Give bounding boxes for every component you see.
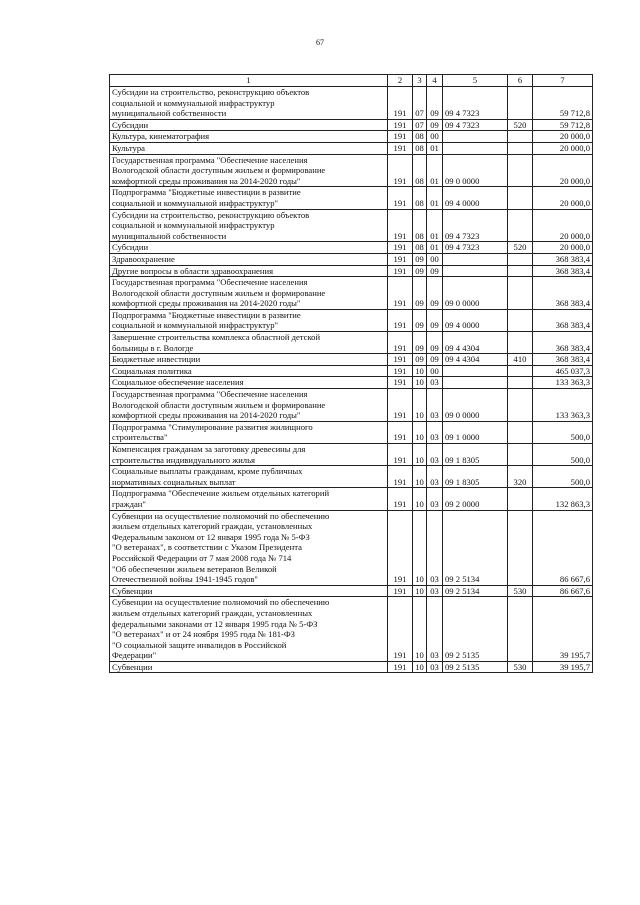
amount: 368 383,4: [533, 354, 593, 366]
subsection-code: 09: [427, 119, 443, 131]
target-article-code: 09 4 7323: [443, 87, 508, 120]
amount: 500,0: [533, 466, 593, 488]
subsection-code: 09: [427, 87, 443, 120]
expense-type-code: [508, 365, 533, 377]
table-row: [110, 488, 593, 510]
expense-type-code: 530: [508, 585, 533, 597]
expense-type-code: [508, 332, 533, 354]
row-name: Здравоохранение: [110, 253, 388, 265]
target-article-code: 09 2 5135: [443, 661, 508, 673]
expense-type-code: [508, 131, 533, 143]
amount: 20 000,0: [533, 154, 593, 187]
subsection-code: 03: [427, 585, 443, 597]
target-article-code: 09 0 0000: [443, 389, 508, 422]
amount: 368 383,4: [533, 309, 593, 331]
target-article-code: 09 0 0000: [443, 277, 508, 310]
section-code: 10: [413, 597, 427, 662]
amount: 500,0: [533, 444, 593, 466]
row-name: Подпрограмма "Бюджетные инвестиции в развитие социальной и коммунальной инфраструктур": [110, 309, 388, 331]
target-article-code: [443, 365, 508, 377]
amount: 133 363,3: [533, 389, 593, 422]
table-row: [110, 187, 593, 209]
table-row: [110, 510, 593, 585]
amount: 86 667,6: [533, 510, 593, 585]
amount: 368 383,4: [533, 277, 593, 310]
section-code: 08: [413, 209, 427, 242]
target-article-code: 09 4 4304: [443, 354, 508, 366]
target-article-code: 09 2 5135: [443, 597, 508, 662]
amount: 39 195,7: [533, 661, 593, 673]
row-name: Культура: [110, 142, 388, 154]
ministry-code: 191: [388, 354, 413, 366]
expense-type-code: [508, 309, 533, 331]
table-row: [110, 444, 593, 466]
ministry-code: 191: [388, 466, 413, 488]
row-name: Завершение строительства комплекса областной детской больницы в г. Вологде: [110, 332, 388, 354]
subsection-code: 03: [427, 421, 443, 443]
table-row: [110, 585, 593, 597]
ministry-code: 191: [388, 597, 413, 662]
ministry-code: 191: [388, 242, 413, 254]
row-name: Субсидии на строительство, реконструкцию объектов социальной и коммунальной инфраструктур муниципальной собственности: [110, 209, 388, 242]
ministry-code: 191: [388, 154, 413, 187]
expense-type-code: [508, 154, 533, 187]
table-row: [110, 597, 593, 662]
section-code: 09: [413, 253, 427, 265]
subsection-code: 09: [427, 354, 443, 366]
table-row: [110, 242, 593, 254]
amount: 20 000,0: [533, 142, 593, 154]
expense-type-code: [508, 421, 533, 443]
section-code: 10: [413, 488, 427, 510]
ministry-code: 191: [388, 332, 413, 354]
table-row: [110, 277, 593, 310]
column-number: 5: [443, 75, 508, 87]
row-name: Субвенции: [110, 585, 388, 597]
column-number: 3: [413, 75, 427, 87]
subsection-code: 03: [427, 444, 443, 466]
column-number: 4: [427, 75, 443, 87]
section-code: 08: [413, 131, 427, 143]
target-article-code: [443, 265, 508, 277]
target-article-code: 09 2 0000: [443, 488, 508, 510]
ministry-code: 191: [388, 265, 413, 277]
expense-type-code: [508, 142, 533, 154]
section-code: 10: [413, 421, 427, 443]
row-name: Субсидии на строительство, реконструкцию объектов социальной и коммунальной инфраструктур муниципальной собственности: [110, 87, 388, 120]
expense-type-code: 520: [508, 119, 533, 131]
table-row: [110, 389, 593, 422]
expense-type-code: 530: [508, 661, 533, 673]
expense-type-code: 410: [508, 354, 533, 366]
row-name: Субсидии: [110, 119, 388, 131]
amount: 368 383,4: [533, 253, 593, 265]
subsection-code: 03: [427, 597, 443, 662]
amount: 59 712,8: [533, 119, 593, 131]
section-code: 08: [413, 154, 427, 187]
amount: 132 863,3: [533, 488, 593, 510]
amount: 20 000,0: [533, 209, 593, 242]
expense-type-code: [508, 187, 533, 209]
table-row: [110, 265, 593, 277]
row-name: Подпрограмма "Стимулирование развития жилищного строительства": [110, 421, 388, 443]
ministry-code: 191: [388, 142, 413, 154]
target-article-code: 09 1 8305: [443, 466, 508, 488]
target-article-code: 09 4 7323: [443, 242, 508, 254]
section-code: 09: [413, 277, 427, 310]
subsection-code: 01: [427, 154, 443, 187]
target-article-code: [443, 377, 508, 389]
table-row: [110, 661, 593, 673]
subsection-code: 03: [427, 377, 443, 389]
ministry-code: 191: [388, 209, 413, 242]
target-article-code: 09 1 8305: [443, 444, 508, 466]
section-code: 08: [413, 187, 427, 209]
ministry-code: 191: [388, 444, 413, 466]
amount: 59 712,8: [533, 87, 593, 120]
row-name: Субвенции: [110, 661, 388, 673]
subsection-code: 01: [427, 209, 443, 242]
target-article-code: 09 0 0000: [443, 154, 508, 187]
section-code: 10: [413, 510, 427, 585]
section-code: 09: [413, 265, 427, 277]
ministry-code: 191: [388, 87, 413, 120]
row-name: Социальная политика: [110, 365, 388, 377]
expense-type-code: 320: [508, 466, 533, 488]
table-row: [110, 377, 593, 389]
target-article-code: 09 4 7323: [443, 209, 508, 242]
section-code: 09: [413, 309, 427, 331]
amount: 133 363,3: [533, 377, 593, 389]
subsection-code: 03: [427, 510, 443, 585]
target-article-code: 09 2 5134: [443, 585, 508, 597]
section-code: 07: [413, 87, 427, 120]
section-code: 09: [413, 354, 427, 366]
target-article-code: 09 4 0000: [443, 187, 508, 209]
table-body: [110, 87, 593, 673]
amount: 20 000,0: [533, 131, 593, 143]
expense-type-code: [508, 265, 533, 277]
subsection-code: 01: [427, 142, 443, 154]
subsection-code: 09: [427, 332, 443, 354]
target-article-code: [443, 131, 508, 143]
amount: 20 000,0: [533, 187, 593, 209]
amount: 20 000,0: [533, 242, 593, 254]
target-article-code: [443, 253, 508, 265]
section-code: 09: [413, 332, 427, 354]
table-row: [110, 332, 593, 354]
subsection-code: 03: [427, 466, 443, 488]
target-article-code: [443, 142, 508, 154]
section-code: 10: [413, 585, 427, 597]
expense-type-code: [508, 389, 533, 422]
table-row: [110, 131, 593, 143]
section-code: 10: [413, 377, 427, 389]
column-number-row: [110, 75, 593, 87]
row-name: Другие вопросы в области здравоохранения: [110, 265, 388, 277]
target-article-code: 09 2 5134: [443, 510, 508, 585]
table-row: [110, 87, 593, 120]
ministry-code: 191: [388, 377, 413, 389]
row-name: Субсидии: [110, 242, 388, 254]
row-name: Подпрограмма "Обеспечение жильем отдельных категорий граждан": [110, 488, 388, 510]
table-row: [110, 154, 593, 187]
amount: 465 037,3: [533, 365, 593, 377]
section-code: 10: [413, 661, 427, 673]
table-row: [110, 354, 593, 366]
row-name: Государственная программа "Обеспечение населения Вологодской области доступным жильем и формирование комфортной среды проживания на 2014-2020 годы": [110, 154, 388, 187]
ministry-code: 191: [388, 585, 413, 597]
column-number: 6: [508, 75, 533, 87]
ministry-code: 191: [388, 187, 413, 209]
row-name: Подпрограмма "Бюджетные инвестиции в развитие социальной и коммунальной инфраструктур": [110, 187, 388, 209]
expense-type-code: 520: [508, 242, 533, 254]
section-code: 07: [413, 119, 427, 131]
expense-type-code: [508, 277, 533, 310]
expense-type-code: [508, 488, 533, 510]
amount: 368 383,4: [533, 332, 593, 354]
ministry-code: 191: [388, 309, 413, 331]
subsection-code: 09: [427, 309, 443, 331]
row-name: Культура, кинематография: [110, 131, 388, 143]
ministry-code: 191: [388, 389, 413, 422]
row-name: Субвенции на осуществление полномочий по обеспечению жильем отдельных категорий граждан, установленных Федеральным законом от 12 января 1995 года № 5-ФЗ "О ветеранах", в соответствии с Указом Президента Российской Федерации от 7 мая 2008 года № 714 "Об обеспечении жильем ветеранов Великой Отечественной войны 1941-1945 годов": [110, 510, 388, 585]
section-code: 10: [413, 466, 427, 488]
expense-type-code: [508, 253, 533, 265]
ministry-code: 191: [388, 131, 413, 143]
budget-table: [109, 74, 593, 673]
subsection-code: 09: [427, 277, 443, 310]
expense-type-code: [508, 87, 533, 120]
target-article-code: 09 1 0000: [443, 421, 508, 443]
section-code: 10: [413, 365, 427, 377]
subsection-code: 00: [427, 131, 443, 143]
subsection-code: 03: [427, 661, 443, 673]
row-name: Государственная программа "Обеспечение населения Вологодской области доступным жильем и формирование комфортной среды проживания на 2014-2020 годы": [110, 389, 388, 422]
ministry-code: 191: [388, 421, 413, 443]
ministry-code: 191: [388, 253, 413, 265]
expense-type-code: [508, 444, 533, 466]
target-article-code: 09 4 4304: [443, 332, 508, 354]
table-row: [110, 142, 593, 154]
row-name: Субвенции на осуществление полномочий по обеспечению жильем отдельных категорий граждан, установленных федеральными законами от 12 января 1995 года № 5-ФЗ "О ветеранах" и от 24 ноября 1995 года № 181-ФЗ "О социальной защите инвалидов в Российской Федерации": [110, 597, 388, 662]
subsection-code: 01: [427, 242, 443, 254]
amount: 368 383,4: [533, 265, 593, 277]
table-row: [110, 421, 593, 443]
row-name: Социальное обеспечение населения: [110, 377, 388, 389]
subsection-code: 03: [427, 488, 443, 510]
row-name: Социальные выплаты гражданам, кроме публичных нормативных социальных выплат: [110, 466, 388, 488]
subsection-code: 00: [427, 365, 443, 377]
amount: 500,0: [533, 421, 593, 443]
column-number: 1: [110, 75, 388, 87]
ministry-code: 191: [388, 119, 413, 131]
amount: 39 195,7: [533, 597, 593, 662]
expense-type-code: [508, 597, 533, 662]
subsection-code: 00: [427, 253, 443, 265]
ministry-code: 191: [388, 510, 413, 585]
table-row: [110, 365, 593, 377]
expense-type-code: [508, 377, 533, 389]
subsection-code: 03: [427, 389, 443, 422]
table-row: [110, 119, 593, 131]
column-number: 2: [388, 75, 413, 87]
ministry-code: 191: [388, 277, 413, 310]
subsection-code: 09: [427, 265, 443, 277]
ministry-code: 191: [388, 488, 413, 510]
expense-type-code: [508, 510, 533, 585]
column-number: 7: [533, 75, 593, 87]
section-code: 08: [413, 242, 427, 254]
expense-type-code: [508, 209, 533, 242]
table-row: [110, 209, 593, 242]
table-row: [110, 253, 593, 265]
section-code: 10: [413, 444, 427, 466]
subsection-code: 01: [427, 187, 443, 209]
ministry-code: 191: [388, 661, 413, 673]
table-row: [110, 309, 593, 331]
page-number: 67: [316, 38, 324, 47]
table-row: [110, 466, 593, 488]
row-name: Государственная программа "Обеспечение населения Вологодской области доступным жильем и формирование комфортной среды проживания на 2014-2020 годы": [110, 277, 388, 310]
ministry-code: 191: [388, 365, 413, 377]
row-name: Бюджетные инвестиции: [110, 354, 388, 366]
target-article-code: 09 4 0000: [443, 309, 508, 331]
row-name: Компенсация гражданам за заготовку древесины для строительства индивидуального жилья: [110, 444, 388, 466]
section-code: 10: [413, 389, 427, 422]
amount: 86 667,6: [533, 585, 593, 597]
section-code: 08: [413, 142, 427, 154]
target-article-code: 09 4 7323: [443, 119, 508, 131]
